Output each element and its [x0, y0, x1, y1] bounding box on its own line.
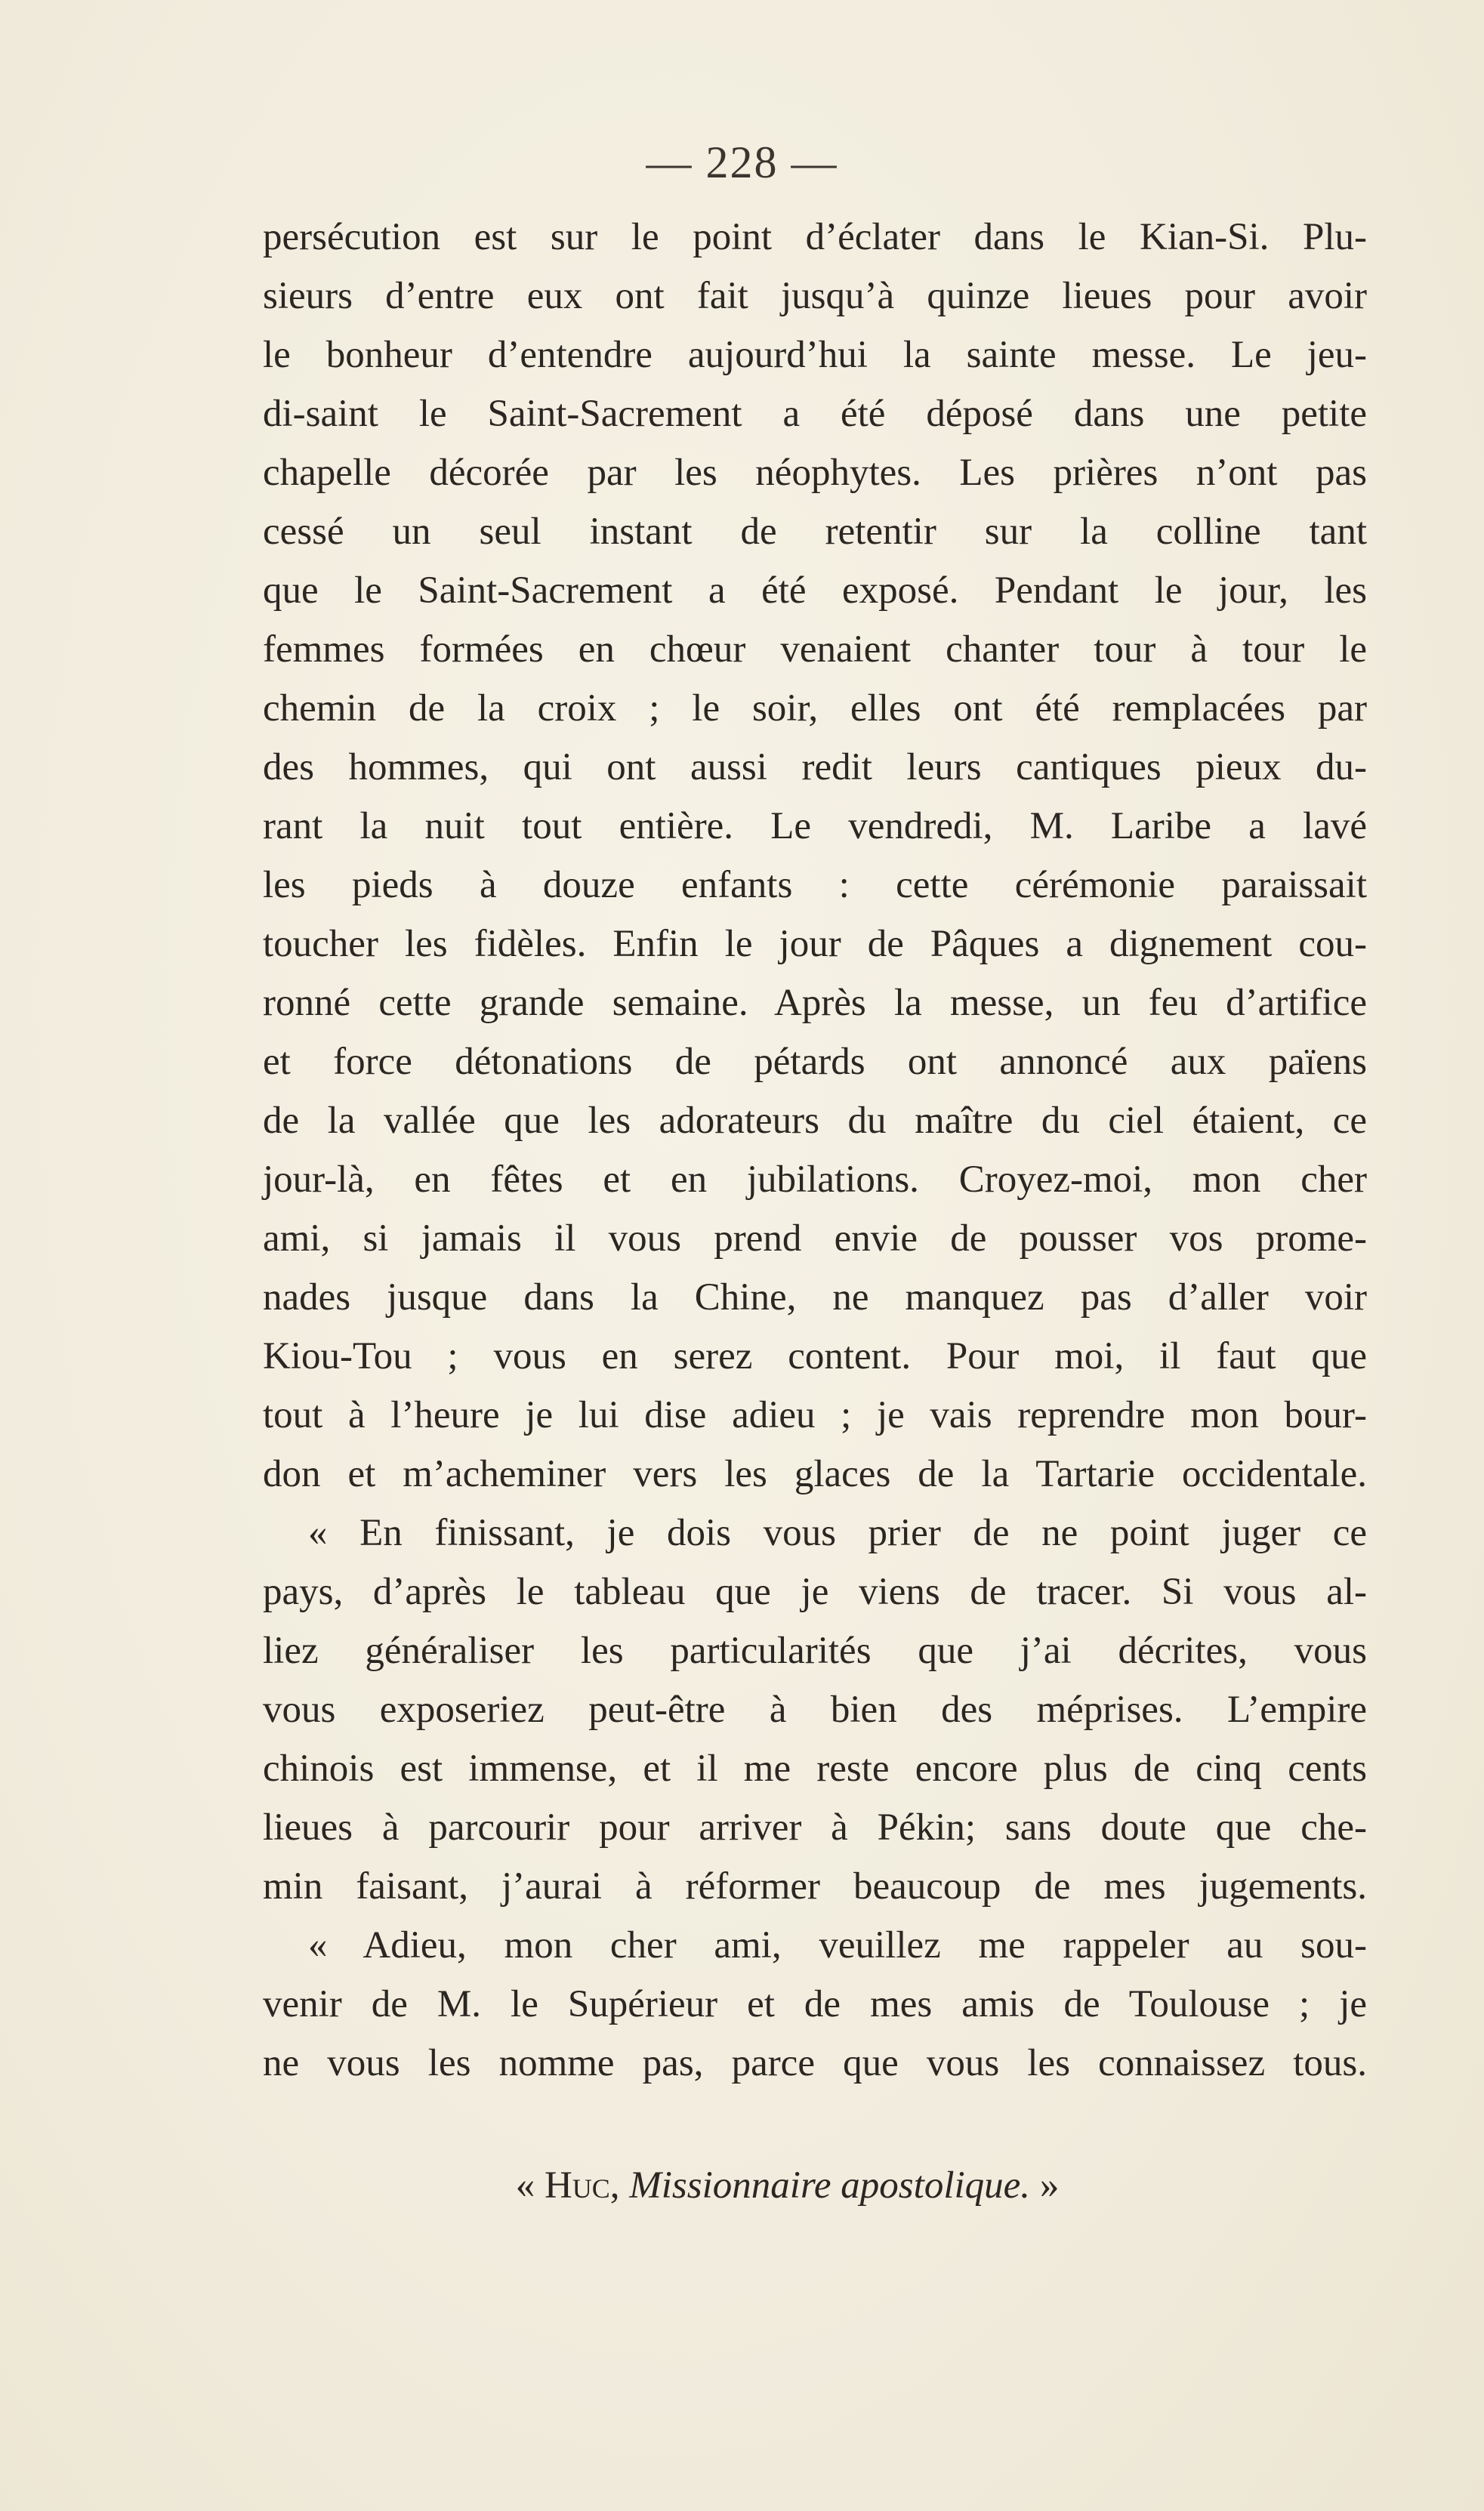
text-line: le bonheur d’entendre aujourd’hui la sainte messe. Le jeu-	[263, 334, 1367, 376]
text-line: liez généraliser les particularités que j’ai décrites, vous	[263, 1630, 1367, 1672]
text-line: des hommes, qui ont aussi redit leurs cantiques pieux du-	[263, 746, 1367, 788]
text-line: que le Saint-Sacrement a été exposé. Pendant le jour, les	[263, 569, 1367, 612]
text-line: chemin de la croix ; le soir, elles ont été remplacées par	[263, 687, 1367, 730]
text-line: rant la nuit tout entière. Le vendredi, M. Laribe a lavé	[263, 805, 1367, 847]
signature-open-quote: «	[515, 2164, 545, 2207]
text-line: nades jusque dans la Chine, ne manquez pas d’aller voir	[263, 1276, 1367, 1319]
text-line: « En finissant, je dois vous prier de ne point juger ce	[308, 1512, 1367, 1554]
text-line: toucher les fidèles. Enfin le jour de Pâques a dignement cou-	[263, 923, 1367, 965]
text-line: ami, si jamais il vous prend envie de pousser vos prome-	[263, 1217, 1367, 1260]
page-number: — 228 —	[646, 137, 838, 187]
body-text	[263, 208, 1367, 2093]
text-line: et force détonations de pétards ont annoncé aux païens	[263, 1041, 1367, 1083]
text-line: de la vallée que les adorateurs du maître du ciel étaient, ce	[263, 1100, 1367, 1142]
text-line: lieues à parcourir pour arriver à Pékin; sans doute que che-	[263, 1806, 1367, 1849]
text-line: venir de M. le Supérieur et de mes amis de Toulouse ; je	[263, 1983, 1367, 2025]
signature-title: Missionnaire apostolique.	[629, 2164, 1031, 2207]
signature-close-quote: »	[1030, 2164, 1060, 2207]
signature-line	[0, 2156, 1484, 2215]
text-line: Kiou-Tou ; vous en serez content. Pour moi, il faut que	[263, 1335, 1367, 1377]
text-line: min faisant, j’aurai à réformer beaucoup de mes jugements.	[263, 1865, 1367, 1908]
text-line: chinois est immense, et il me reste encore plus de cinq cents	[263, 1748, 1367, 1790]
text-line: les pieds à douze enfants : cette cérémonie paraissait	[263, 864, 1367, 906]
signature-separator: ,	[609, 2164, 630, 2207]
signature-name: Huc	[544, 2164, 610, 2207]
text-line: pays, d’après le tableau que je viens de tracer. Si vous al-	[263, 1571, 1367, 1613]
text-line: femmes formées en chœur venaient chanter tour à tour le	[263, 628, 1367, 671]
text-line: ronné cette grande semaine. Après la messe, un feu d’artifice	[263, 982, 1367, 1024]
text-line: chapelle décorée par les néophytes. Les prières n’ont pas	[263, 452, 1367, 494]
text-line: don et m’acheminer vers les glaces de la Tartarie occidentale.	[263, 1453, 1367, 1495]
text-line: ne vous les nomme pas, parce que vous les connaissez tous.	[263, 2042, 1367, 2084]
text-line: « Adieu, mon cher ami, veuillez me rappeler au sou-	[308, 1924, 1367, 1967]
text-line: persécution est sur le point d’éclater dans le Kian-Si. Plu-	[263, 216, 1367, 258]
text-line: tout à l’heure je lui dise adieu ; je vais reprendre mon bour-	[263, 1394, 1367, 1436]
text-line: di-saint le Saint-Sacrement a été déposé dans une petite	[263, 393, 1367, 435]
text-line: sieurs d’entre eux ont fait jusqu’à quinze lieues pour avoir	[263, 275, 1367, 317]
text-line: cessé un seul instant de retentir sur la colline tant	[263, 511, 1367, 553]
text-line: jour-là, en fêtes et en jubilations. Croyez-moi, mon cher	[263, 1158, 1367, 1201]
text-line: vous exposeriez peut-être à bien des méprises. L’empire	[263, 1689, 1367, 1731]
